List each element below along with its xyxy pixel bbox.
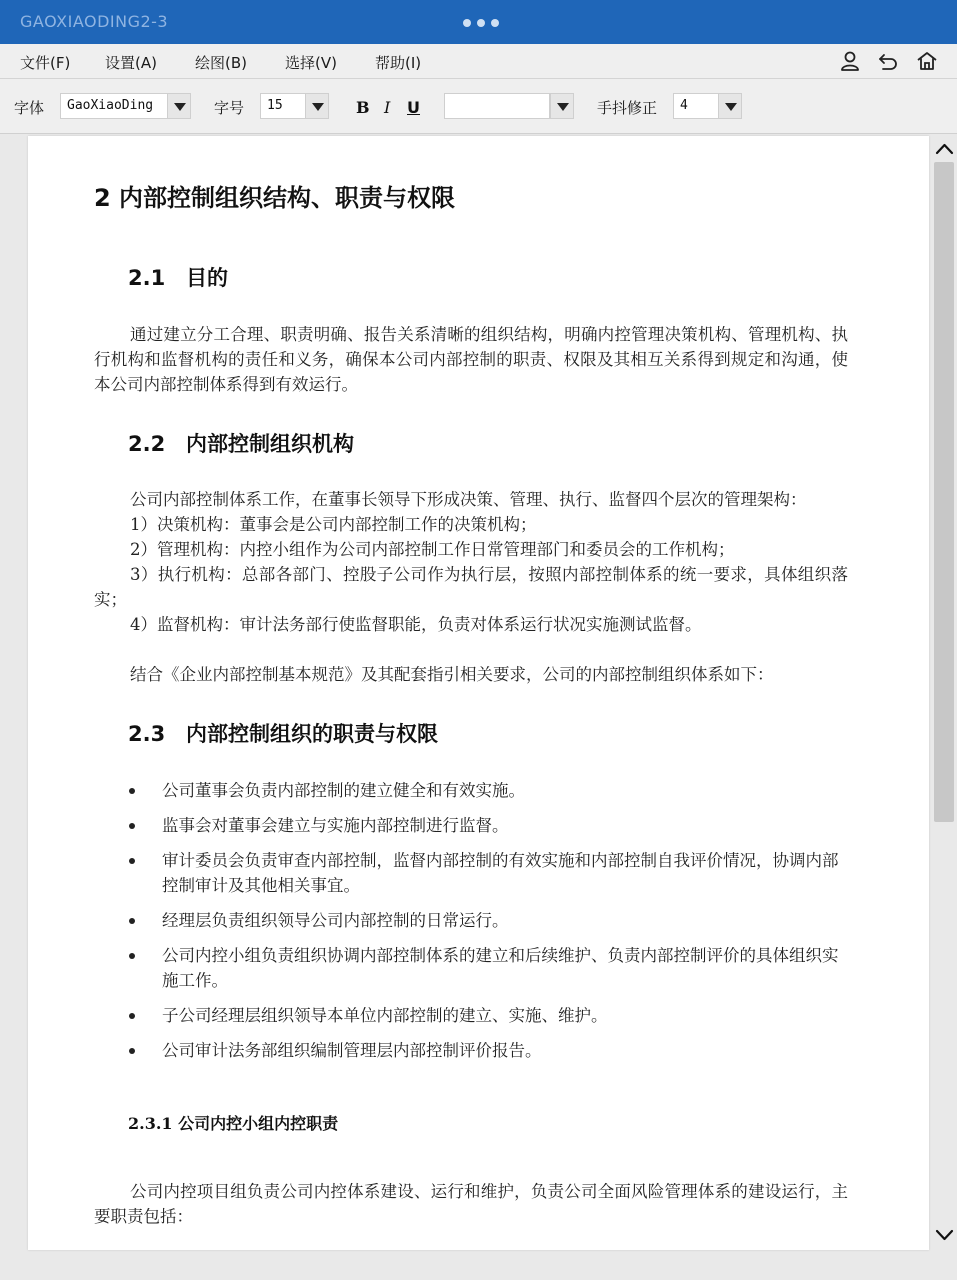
section-heading-2-3: [128, 718, 438, 748]
font-dropdown-button[interactable]: [167, 93, 191, 119]
window-menu-dots[interactable]: [463, 19, 499, 27]
responsibility-list: [124, 778, 854, 1073]
list-item-text: 监事会对董事会建立与实施内部控制进行监督。: [162, 816, 509, 835]
bullet-icon: [129, 823, 135, 829]
list-item-text: 经理层负责组织领导公司内部控制的日常运行。: [162, 911, 509, 930]
bullet-icon: [129, 858, 135, 864]
org-item-1: 1）决策机构：董事会是公司内部控制工作的决策机构；: [130, 515, 537, 534]
bullet-icon: [129, 953, 135, 959]
list-item-text: 公司内控小组负责组织协调内部控制体系的建立和后续维护、负责内部控制评价的具体组织实施工作。: [162, 946, 839, 990]
section-title: 内部控制组织机构: [186, 432, 354, 456]
app-title: GAOXIAODING2-3: [20, 12, 169, 31]
section-title: 目的: [186, 266, 228, 290]
shake-dropdown-button[interactable]: [718, 93, 742, 119]
chevron-down-icon[interactable]: [932, 1224, 957, 1246]
org-item-4: 4）监督机构：审计法务部行使监督职能，负责对体系运行状况实施测试监督。: [130, 615, 702, 634]
size-dropdown-button[interactable]: [305, 93, 329, 119]
shake-correction-select[interactable]: 4: [673, 93, 719, 119]
dot-icon: [491, 19, 499, 27]
section-heading-2-1: [128, 262, 228, 292]
home-icon[interactable]: [916, 50, 938, 72]
title-bar: [0, 0, 957, 44]
menu-file[interactable]: 文件(F): [20, 54, 71, 72]
color-dropdown-button[interactable]: [550, 93, 574, 119]
section-number: 2.1: [128, 266, 166, 290]
menu-settings[interactable]: 设置(A): [105, 54, 157, 72]
font-select[interactable]: GaoXiaoDing: [60, 93, 168, 119]
italic-button[interactable]: I: [384, 98, 391, 117]
list-item: [124, 1038, 854, 1063]
chevron-up-icon[interactable]: [932, 138, 957, 160]
scrollbar-thumb[interactable]: [934, 162, 954, 822]
vertical-scrollbar[interactable]: [932, 136, 957, 1250]
list-item: [124, 778, 854, 803]
document-page[interactable]: [28, 136, 929, 1250]
list-item: [124, 813, 854, 838]
list-item-text: 子公司经理层组织领导本单位内部控制的建立、实施、维护。: [162, 1006, 608, 1025]
underline-button[interactable]: U: [407, 98, 420, 117]
shake-correction-label: 手抖修正: [597, 99, 658, 117]
menu-select[interactable]: 选择(V): [285, 54, 337, 72]
font-label: 字体: [14, 99, 45, 117]
chapter-title: 2 内部控制组织结构、职责与权限: [94, 184, 456, 212]
paragraph-org-intro: 公司内部控制体系工作，在董事长领导下形成决策、管理、执行、监督四个层次的管理架构：: [130, 490, 807, 509]
section-number: 2.2: [128, 432, 166, 456]
bullet-icon: [129, 918, 135, 924]
section-title: 内部控制组织的职责与权限: [186, 722, 438, 746]
bullet-icon: [129, 1013, 135, 1019]
org-item-2: 2）管理机构：内控小组作为公司内部控制工作日常管理部门和委员会的工作机构；: [130, 540, 735, 559]
subsection-heading-2-3-1: 2.3.1 公司内控小组内控职责: [128, 1114, 339, 1133]
bullet-icon: [129, 1048, 135, 1054]
paragraph-purpose: 通过建立分工合理、职责明确、报告关系清晰的组织结构，明确内控管理决策机构、管理机构、执行机构和监督机构的责任和义务，确保本公司内部控制的职责、权限及其相互关系得到规定和沟通，使本公司内部控制体系得到有效运行。: [94, 325, 848, 394]
list-item: [124, 908, 854, 933]
size-select[interactable]: 15: [260, 93, 306, 119]
list-item-text: 公司董事会负责内部控制的建立健全和有效实施。: [162, 781, 525, 800]
menu-bar: [0, 44, 957, 79]
color-select[interactable]: [444, 93, 550, 119]
list-item: [124, 848, 854, 898]
dot-icon: [463, 19, 471, 27]
format-toolbar: [0, 79, 957, 134]
user-icon[interactable]: [839, 50, 861, 72]
section-heading-2-2: [128, 428, 354, 458]
menu-help[interactable]: 帮助(I): [375, 54, 422, 72]
dot-icon: [477, 19, 485, 27]
size-label: 字号: [214, 99, 245, 117]
list-item: [124, 1003, 854, 1028]
section-number: 2.3: [128, 722, 166, 746]
org-item-3: 3）执行机构：总部各部门、控股子公司作为执行层，按照内部控制体系的统一要求，具体组织落实；: [94, 565, 848, 609]
undo-icon[interactable]: [877, 50, 899, 72]
menu-draw[interactable]: 绘图(B): [195, 54, 247, 72]
list-item: [124, 943, 854, 993]
list-item-text: 审计委员会负责审查内部控制，监督内部控制的有效实施和内部控制自我评价情况，协调内部控制审计及其他相关事宜。: [162, 851, 839, 895]
bullet-icon: [129, 788, 135, 794]
paragraph-internal-control-group: 公司内控项目组负责公司内控体系建设、运行和维护，负责公司全面风险管理体系的建设运行，主要职责包括：: [94, 1182, 848, 1226]
list-item-text: 公司审计法务部组织编制管理层内部控制评价报告。: [162, 1041, 542, 1060]
paragraph-org-end: 结合《企业内部控制基本规范》及其配套指引相关要求，公司的内部控制组织体系如下：: [130, 665, 774, 684]
bold-button[interactable]: B: [356, 98, 370, 117]
